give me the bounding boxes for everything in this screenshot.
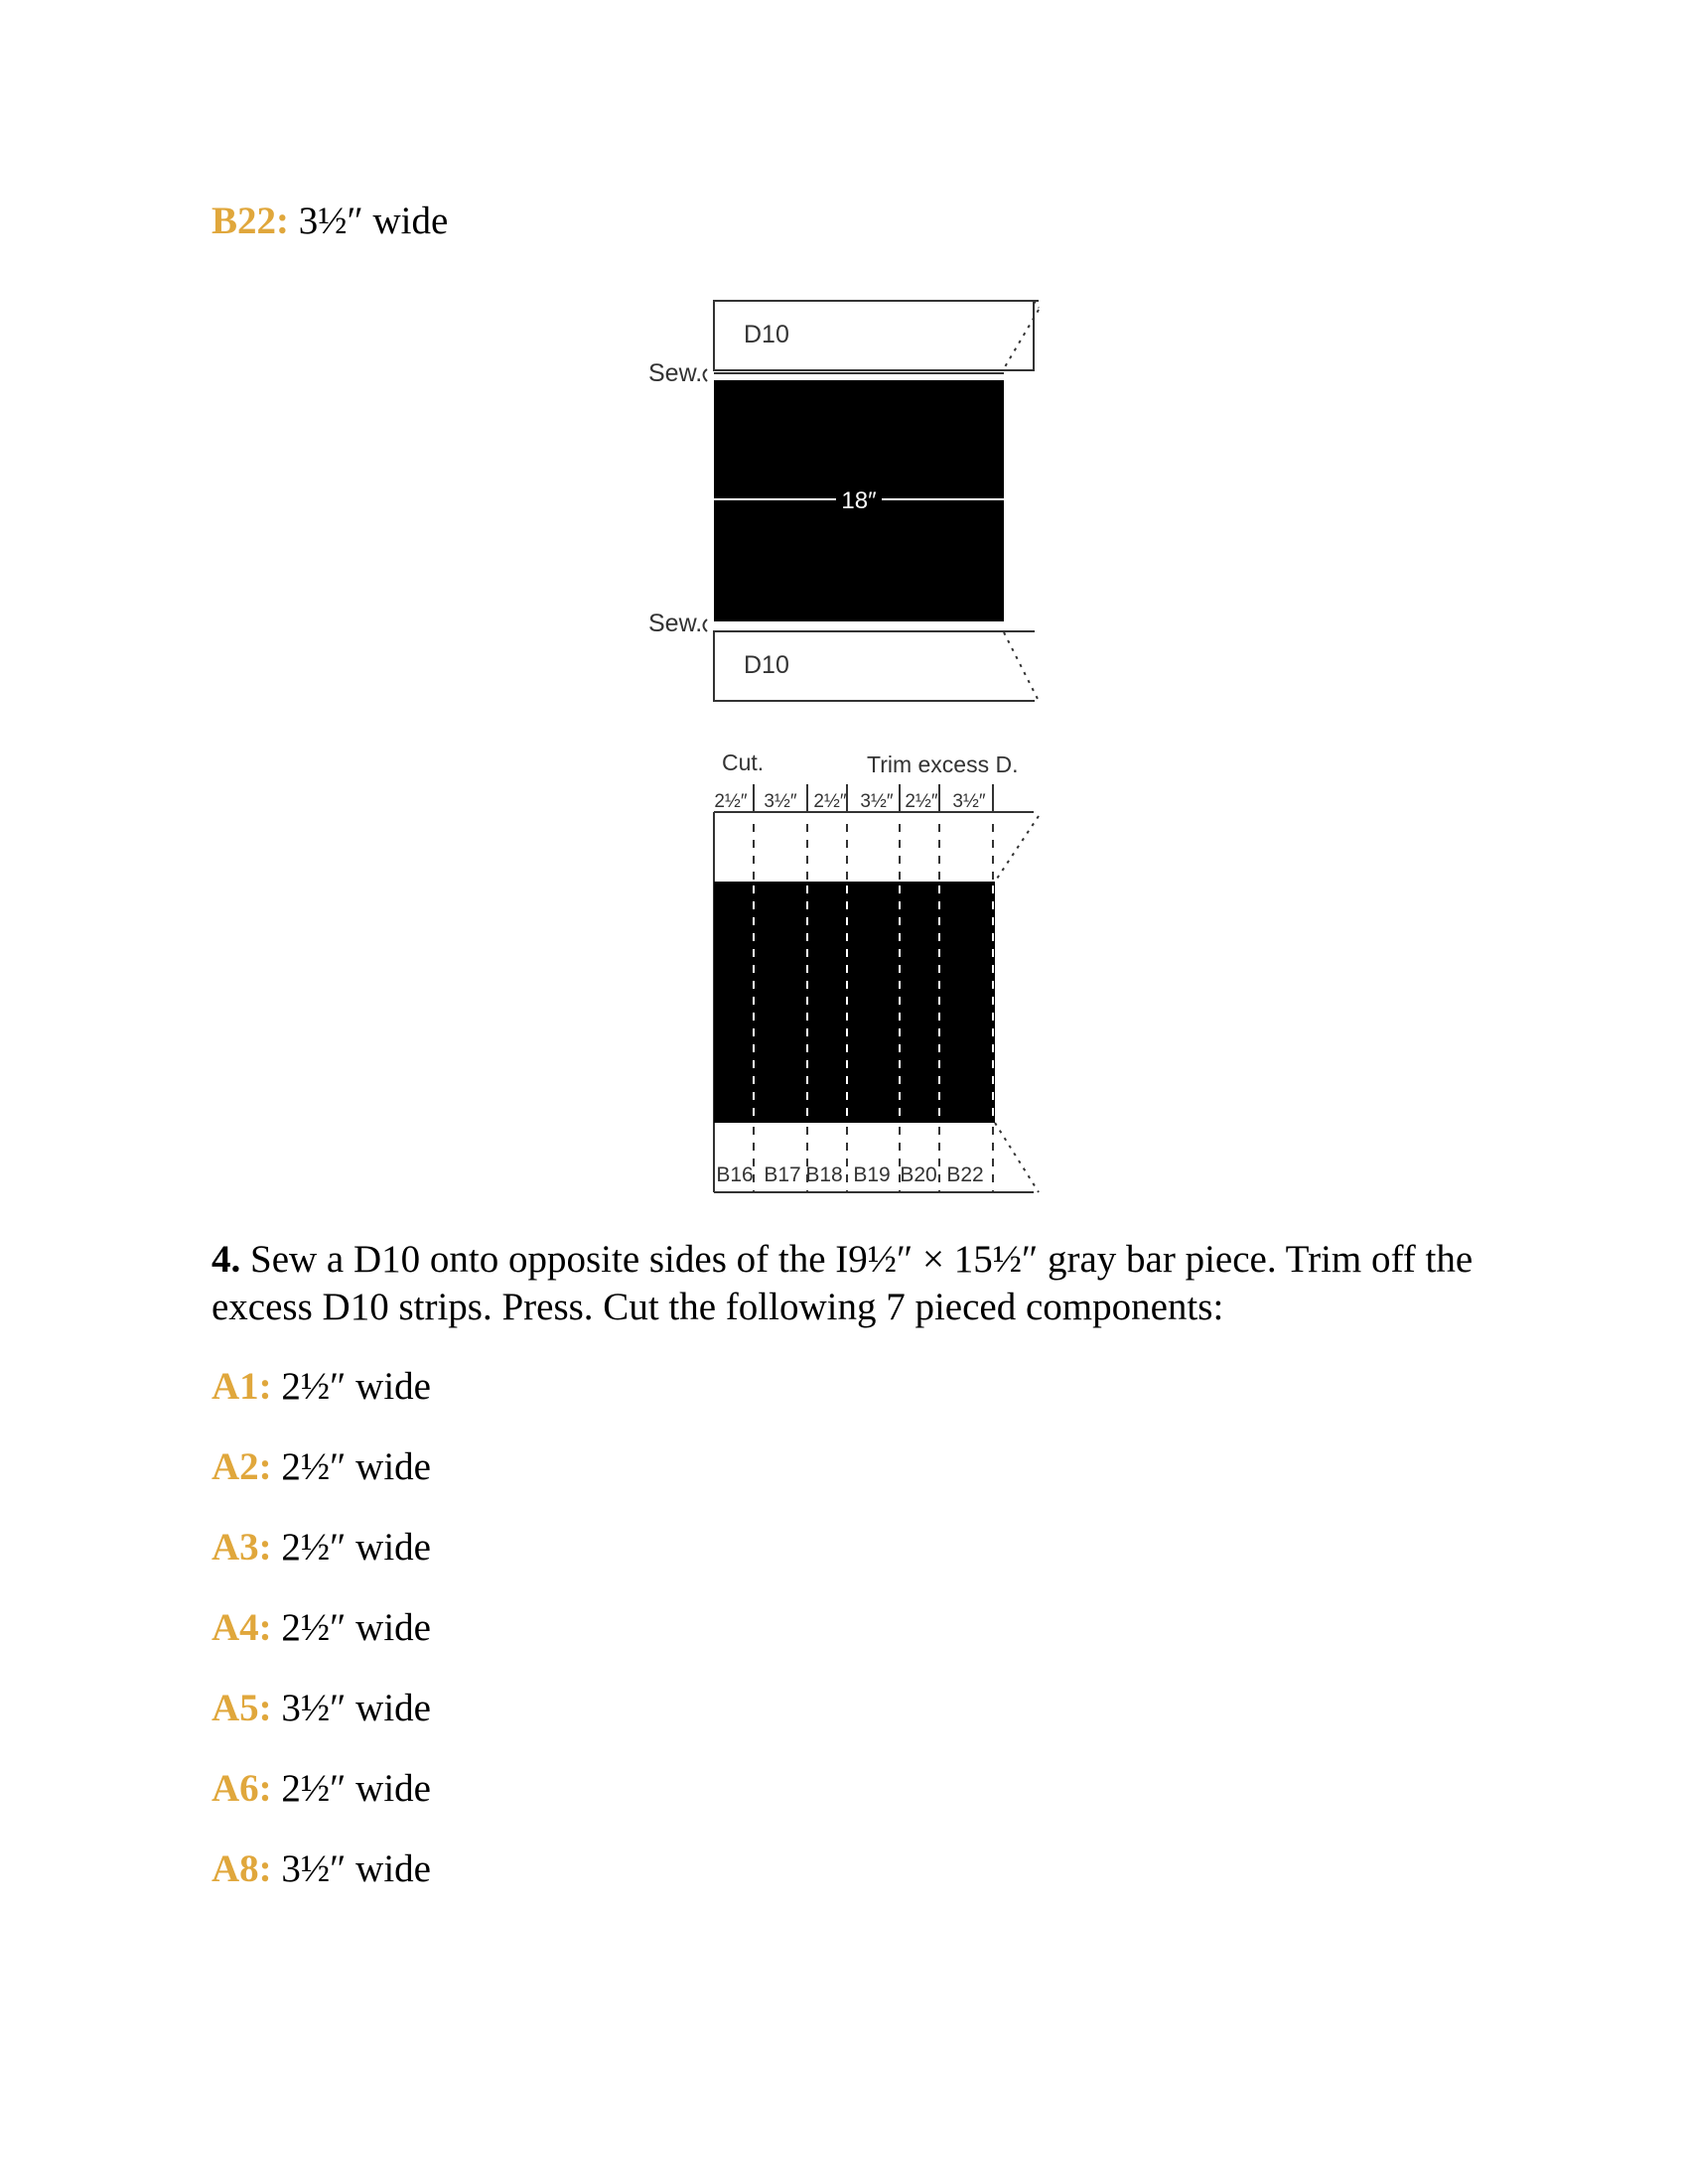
step-4-paragraph — [211, 1236, 1502, 1331]
segment-width-1: 2½″ — [714, 791, 748, 812]
sew-bottom-label: Sew. — [648, 610, 703, 637]
segment-width-5: 2½″ — [905, 791, 938, 812]
item-label: B22: — [211, 200, 289, 242]
item-label: A6: — [211, 1767, 272, 1810]
item-label: A5: — [211, 1687, 272, 1729]
item-value: 2½″ wide — [281, 1767, 431, 1810]
bottom-d10-label: D10 — [744, 651, 789, 679]
list-item-a4 — [211, 1605, 431, 1651]
step-number: 4. — [211, 1238, 241, 1281]
top-d10-label: D10 — [744, 321, 789, 348]
item-value: 2½″ wide — [281, 1606, 431, 1649]
item-value: 3½″ wide — [281, 1687, 431, 1729]
list-item-a8 — [211, 1846, 431, 1892]
piece-label-6: B22 — [946, 1163, 984, 1186]
list-item-a2 — [211, 1444, 431, 1490]
segment-width-4: 3½″ — [860, 791, 894, 812]
item-value: 2½″ wide — [281, 1526, 431, 1569]
segment-width-3: 2½″ — [813, 791, 847, 812]
step-text: Sew a D10 onto opposite sides of the I9½″ × 15½″ gray bar piece. Trim off the excess D10 strips. Press. Cut the following 7 pieced components: — [211, 1238, 1474, 1328]
upper-figure — [648, 301, 1039, 701]
lower-figure — [714, 750, 1039, 1192]
item-value: 2½″ wide — [281, 1365, 431, 1408]
list-item-a6 — [211, 1766, 431, 1812]
item-label: A8: — [211, 1847, 272, 1890]
segment-width-2: 3½″ — [764, 791, 797, 812]
piece-label-1: B16 — [716, 1163, 754, 1186]
piece-label-5: B20 — [900, 1163, 937, 1186]
item-value: 2½″ wide — [281, 1445, 431, 1488]
item-label: A3: — [211, 1526, 272, 1569]
trim-label: Trim excess D. — [867, 751, 1019, 777]
item-label: A4: — [211, 1606, 272, 1649]
segment-width-labels — [714, 791, 985, 812]
item-value: 3½″ wide — [281, 1847, 431, 1890]
list-item-a5 — [211, 1686, 431, 1731]
piece-label-4: B19 — [853, 1163, 891, 1186]
list-item-a3 — [211, 1525, 431, 1570]
item-label: A2: — [211, 1445, 272, 1488]
width-label: 18″ — [841, 487, 877, 514]
cut-label: Cut. — [722, 750, 765, 775]
item-value: 3½″ wide — [298, 200, 449, 242]
segment-width-6: 3½″ — [952, 791, 986, 812]
list-item-a1 — [211, 1364, 431, 1410]
strip-set-bar — [714, 882, 995, 1123]
sew-top-label: Sew. — [648, 359, 703, 387]
piece-label-3: B18 — [805, 1163, 843, 1186]
piece-label-2: B17 — [764, 1163, 801, 1186]
item-label: A1: — [211, 1365, 272, 1408]
